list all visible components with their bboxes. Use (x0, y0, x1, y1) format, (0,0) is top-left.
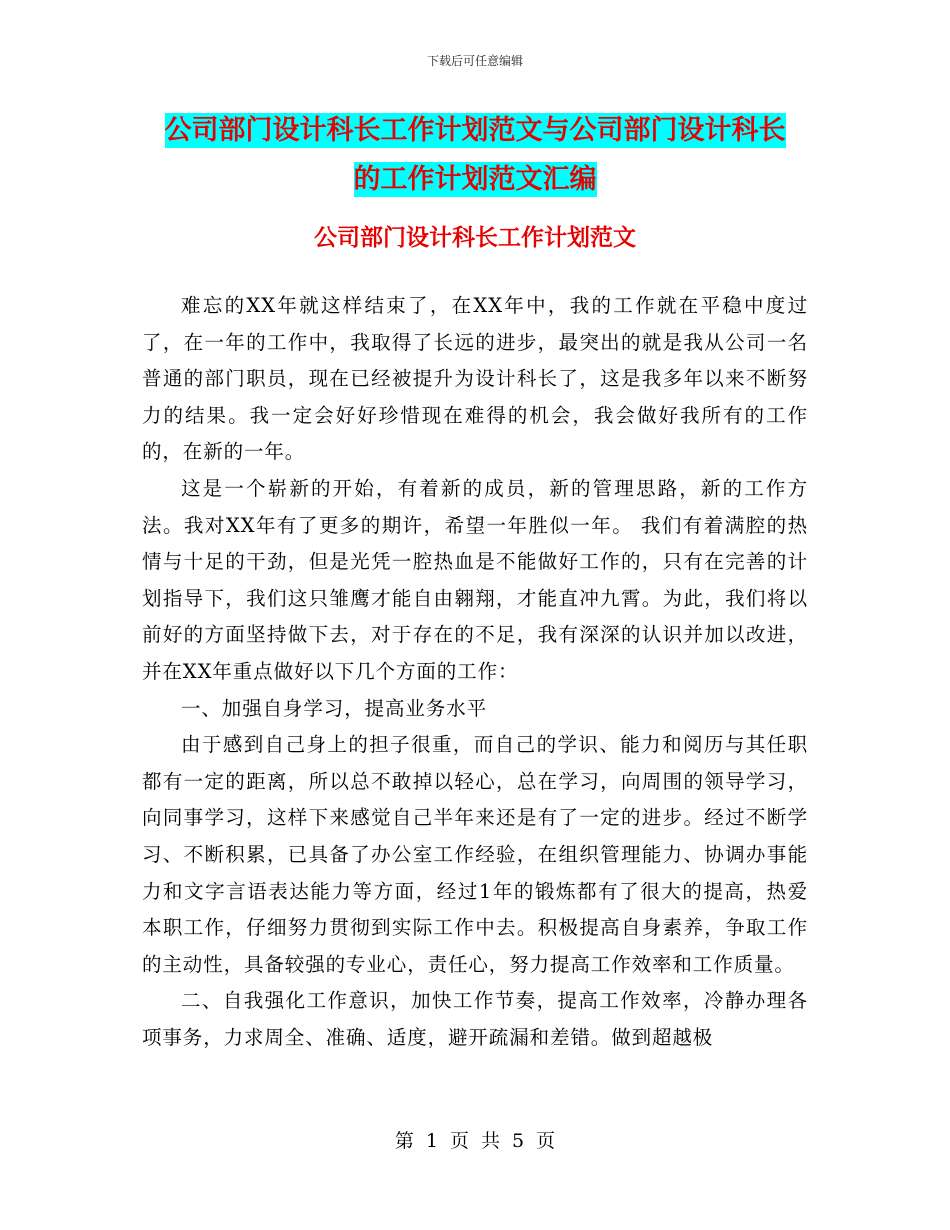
current-page-number: 1 (425, 1130, 438, 1152)
title-line-1: 公司部门设计科长工作计划范文与公司部门设计科长 (164, 115, 786, 146)
header-note: 下载后可任意编辑 (426, 54, 523, 68)
paragraph: 二、自我强化工作意识，加快工作节奏，提高工作效率，冷静办理各项事务，力求周全、准确、适度，避开疏漏和差错。做到超越极 (142, 989, 808, 1049)
page-footer (0, 1126, 950, 1153)
footer-total-word: 共 (481, 1130, 501, 1152)
footer-page-word: 页 (449, 1130, 469, 1152)
paragraph-heading: 一、加强自身学习，提高业务水平 (181, 696, 488, 720)
paragraph: 由于感到自己身上的担子很重，而自己的学识、能力和阅历与其任职都有一定的距离，所以总不敢掉以轻心，总在学习，向周围的领导学习，向同事学习，这样下来感觉自己半年来还是有了一定的进步。经过不断学习、不断积累，已具备了办公室工作经验，在组织管理能力、协调办事能力和文字言语表达能力等方面，经过1年的锻炼都有了很大的提高，热爱本职工作，仔细努力贯彻到实际工作中去。积极提高自身素养，争取工作的主动性，具备较强的专业心，责任心，努力提高工作效率和工作质量。 (142, 733, 808, 976)
document-title (142, 106, 808, 204)
paragraph: 这是一个崭新的开始，有着新的成员，新的管理思路，新的工作方法。我对XX年有了更多的期许，希望一年胜似一年。 我们有着满腔的热情与十足的干劲，但是光凭一腔热血是不能做好工作的，只有在完善的计划指导下，我们这只雏鹰才能自由翱翔，才能直冲九霄。为此，我们将以前好的方面坚持做下去，对于存在的不足，我有深深的认识并加以改进，并在XX年重点做好以下几个方面的工作： (142, 476, 808, 683)
document-body (142, 288, 808, 1056)
paragraph: 难忘的XX年就这样结束了，在XX年中，我的工作就在平稳中度过了，在一年的工作中，我取得了长远的进步，最突出的就是我从公司一名普通的部门职员，现在已经被提升为设计科长了，这是我多年以来不断努力的结果。我一定会好好珍惜现在难得的机会，我会做好我所有的工作的，在新的一年。 (142, 294, 808, 464)
total-page-number: 5 (512, 1130, 525, 1152)
section-title: 公司部门设计科长工作计划范文 (314, 224, 636, 251)
title-line-2: 的工作计划范文汇编 (353, 164, 597, 195)
footer-suffix: 页 (536, 1130, 556, 1152)
footer-prefix: 第 (394, 1130, 414, 1152)
